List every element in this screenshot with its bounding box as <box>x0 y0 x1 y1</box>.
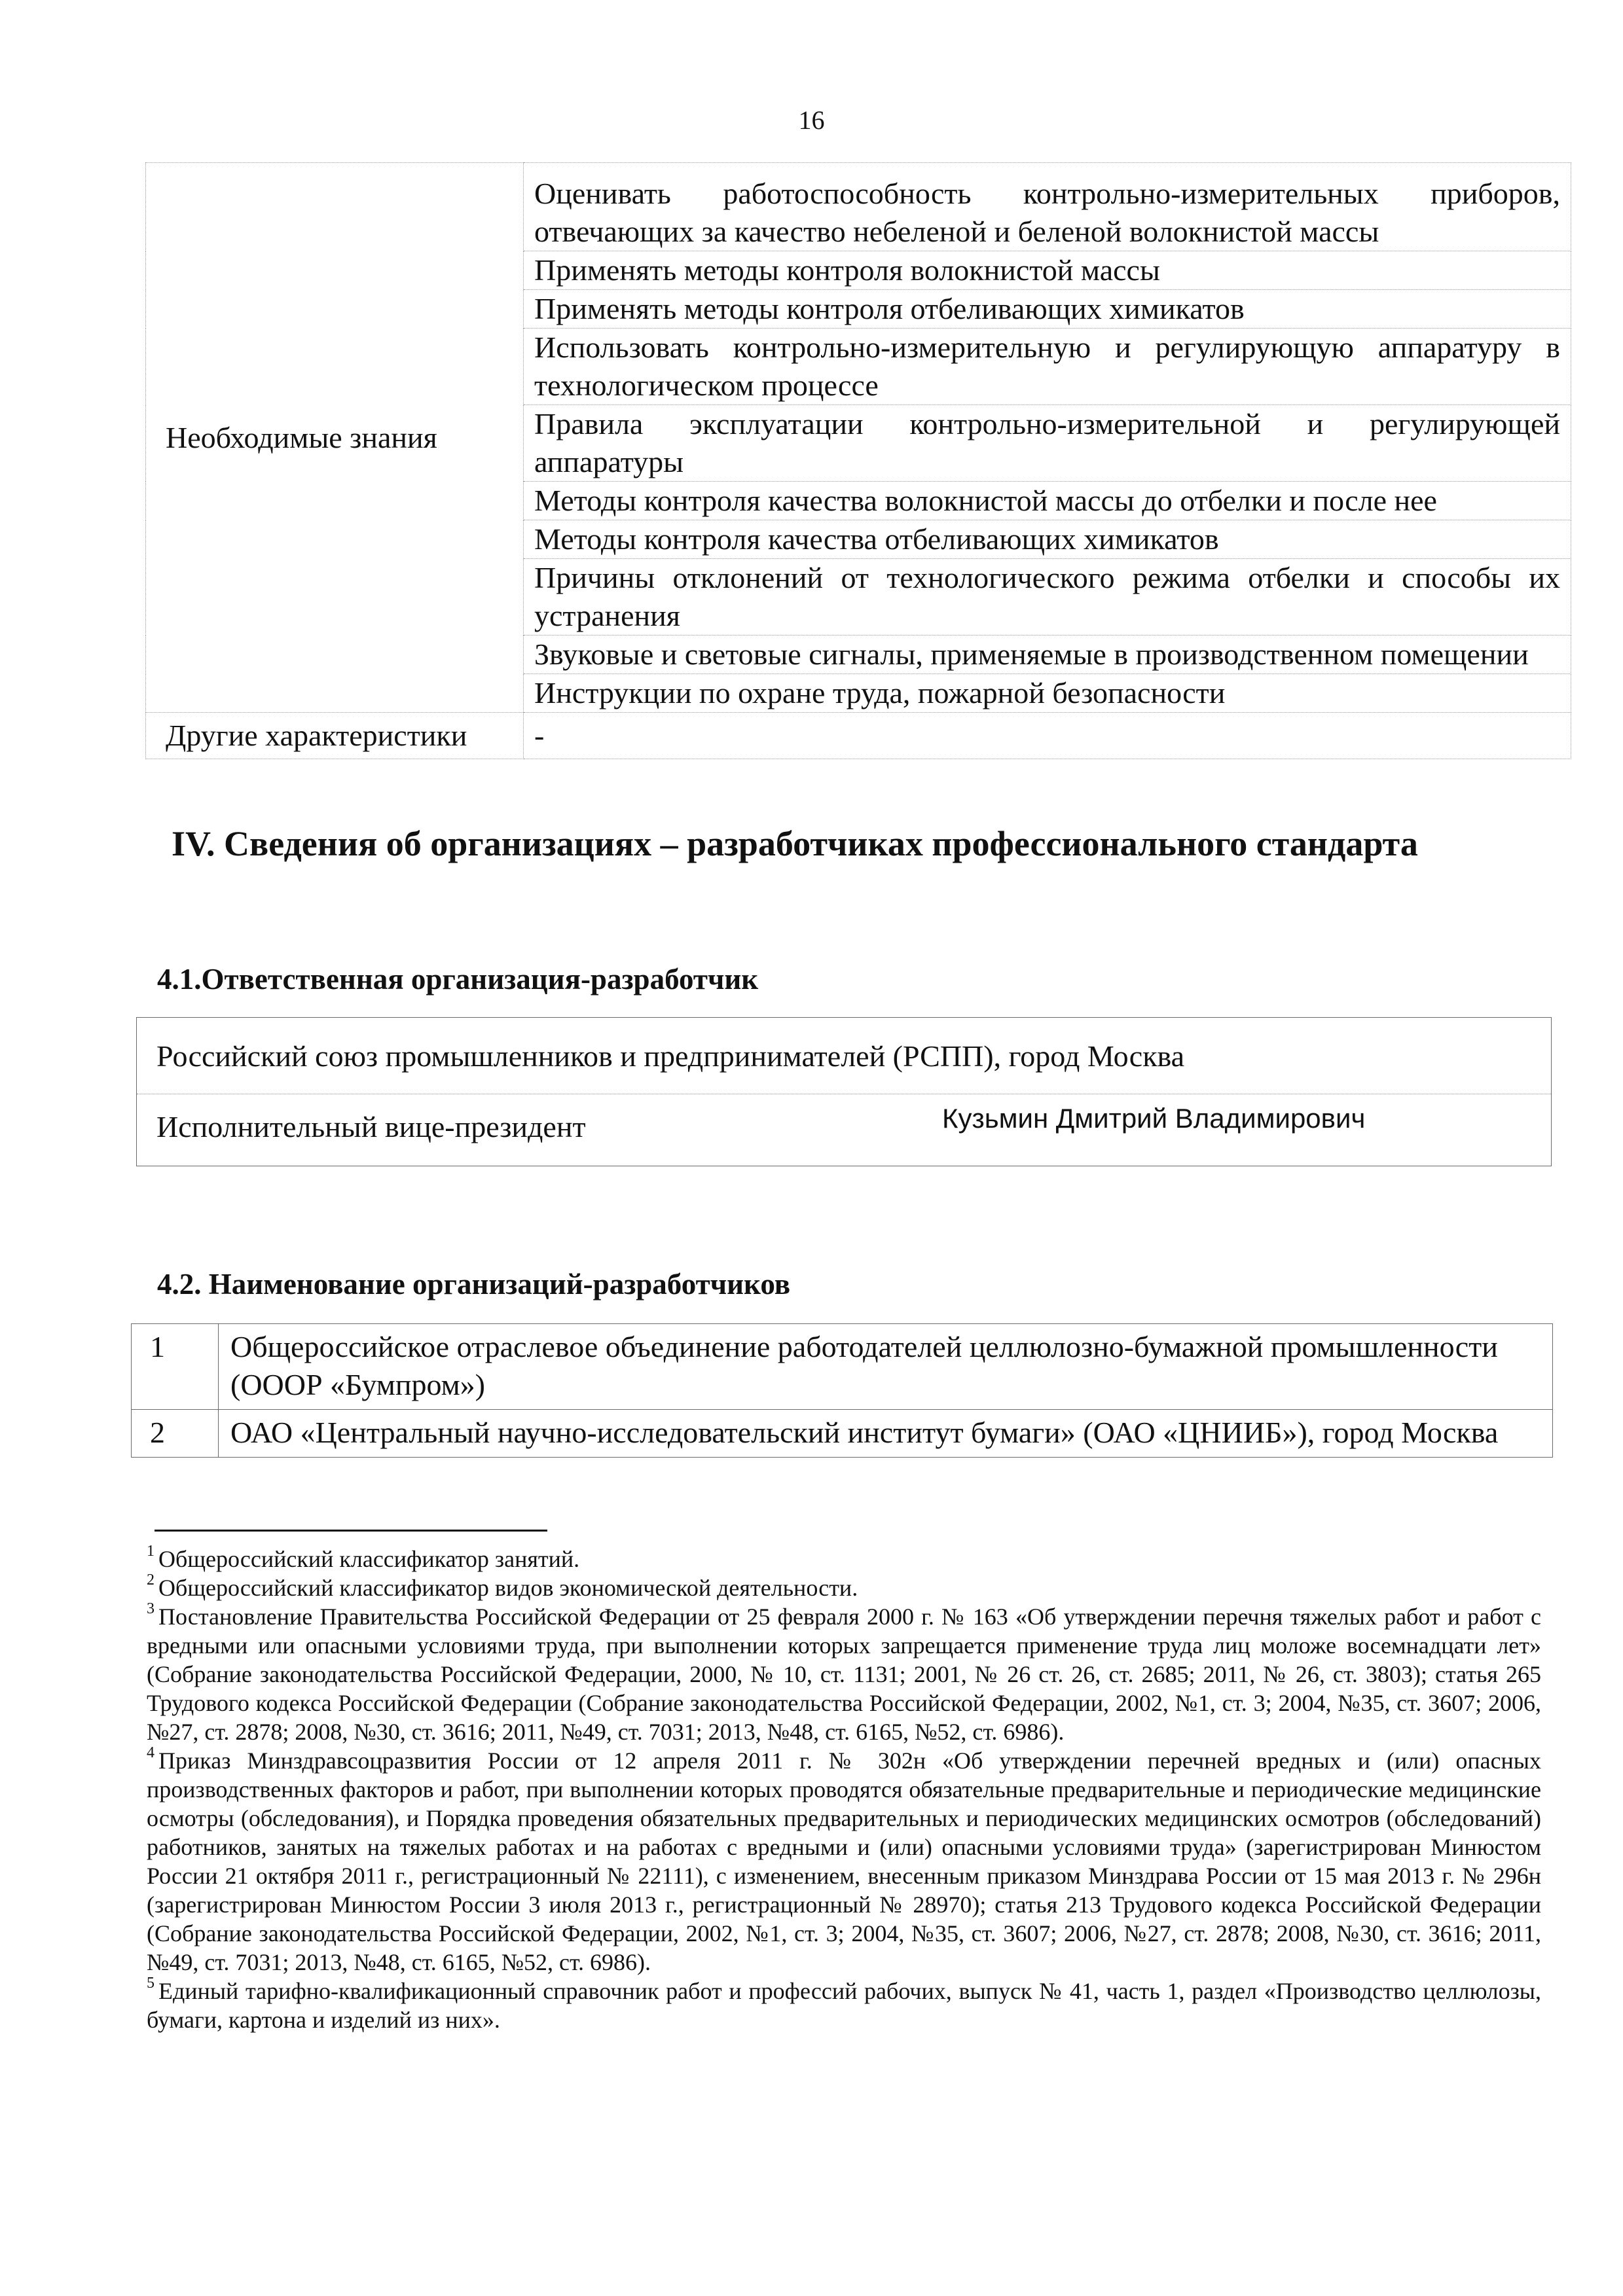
knowledge-label: Необходимые знания <box>146 163 524 713</box>
footnote <box>147 1977 1541 2034</box>
developer-number: 1 <box>132 1324 219 1410</box>
footnote <box>147 1746 1541 1977</box>
knowledge-item: Методы контроля качества отбеливающих химикатов <box>524 520 1571 559</box>
table-row <box>132 1324 1553 1410</box>
knowledge-item: Применять методы контроля волокнистой массы <box>524 251 1571 290</box>
knowledge-table <box>145 162 1571 759</box>
footnote-text: Общероссийский классификатор занятий. <box>158 1546 580 1572</box>
position-title: Исполнительный вице-президент <box>156 1110 586 1143</box>
developer-name: Общероссийское отраслевое объединение работодателей целлюлозно-бумажной промышленности (ОООР «Бумпром») <box>219 1324 1553 1410</box>
footnote-mark: 5 <box>147 1975 155 1992</box>
developers-heading: 4.2. Наименование организаций-разработчиков <box>157 1268 791 1300</box>
footnote <box>147 1602 1541 1746</box>
table-row <box>146 713 1571 759</box>
other-characteristics-value: - <box>524 713 1571 759</box>
footnote-text: Единый тарифно-квалификационный справочник работ и профессий рабочих, выпуск № 41, часть 1, раздел «Производство целлюлозы, бумаги, картона и изделий из них». <box>147 1978 1541 2033</box>
footnote-text: Общероссийский классификатор видов экономической деятельности. <box>158 1575 858 1601</box>
developer-name: ОАО «Центральный научно-исследовательский институт бумаги» (ОАО «ЦНИИБ»), город Москва <box>219 1410 1553 1458</box>
footnotes <box>147 1545 1541 2034</box>
knowledge-item: Причины отклонений от технологического режима отбелки и способы их устранения <box>524 559 1571 636</box>
responsible-org-box <box>136 1017 1552 1166</box>
section-heading: IV. Сведения об организациях – разработчиках профессионального стандарта <box>172 824 1418 863</box>
knowledge-item: Правила эксплуатации контрольно-измерительной и регулирующей аппаратуры <box>524 405 1571 482</box>
responsible-org-heading: 4.1.Ответственная организация-разработчик <box>157 963 759 996</box>
footnote-mark: 3 <box>147 1600 155 1617</box>
table-row <box>132 1410 1553 1458</box>
developers-table <box>131 1323 1553 1458</box>
knowledge-item: Звуковые и световые сигналы, применяемые в производственном помещении <box>524 636 1571 674</box>
footnote-separator <box>155 1530 547 1532</box>
footnote-mark: 1 <box>147 1543 155 1560</box>
footnote-text: Постановление Правительства Российской Федерации от 25 февраля 2000 г. № 163 «Об утверждении перечня тяжелых работ и работ с вредными или опасными условиями труда, при выполнении которых запрещается применение труда лиц моложе восемнадцати лет» (Собрание законодательства Российской Федерации, 2000, № 10, ст. 1131; 2001, № 26 ст. 26, ст. 2685; 2011, № 26, ст. 3803); статья 265 Трудового кодекса Российской Федерации (Собрание законодательства Российской Федерации, 2002, №1, ст. 3; 2004, №35, ст. 3607; 2006, №27, ст. 2878; 2008, №30, ст. 3616; 2011, №49, ст. 7031; 2013, №48, ст. 6165, №52, ст. 6986). <box>147 1604 1541 1745</box>
developer-number: 2 <box>132 1410 219 1458</box>
person-name: Кузьмин Дмитрий Владимирович <box>942 1103 1366 1134</box>
knowledge-item: Применять методы контроля отбеливающих химикатов <box>524 290 1571 329</box>
page-number: 16 <box>798 105 825 135</box>
footnote-mark: 2 <box>147 1571 155 1588</box>
knowledge-item: Методы контроля качества волокнистой массы до отбелки и после нее <box>524 482 1571 520</box>
footnote <box>147 1545 1541 1573</box>
other-characteristics-label: Другие характеристики <box>146 713 524 759</box>
knowledge-item: Использовать контрольно-измерительную и регулирующую аппаратуру в технологическом процессе <box>524 329 1571 405</box>
knowledge-item: Инструкции по охране труда, пожарной безопасности <box>524 674 1571 713</box>
responsible-org-name: Российский союз промышленников и предпринимателей (РСПП), город Москва <box>156 1039 1185 1073</box>
footnote-text: Приказ Минздравсоцразвития России от 12 апреля 2011 г. № 302н «Об утверждении перечней вредных и (или) опасных производственных факторов и работ, при выполнении которых проводятся обязательные предварительные и периодические медицинские осмотры (обследования), и Порядка проведения обязательных предварительных и периодических медицинских осмотров (обследований) работников, занятых на тяжелых работах и на работах с вредными и (или) опасными условиями труда» (зарегистрирован Минюстом России 21 октября 2011 г., регистрационный № 22111), с изменением, внесенным приказом Минздрава России от 15 мая 2013 г. № 296н (зарегистрирован Минюстом России 3 июля 2013 г., регистрационный № 28970); статья 213 Трудового кодекса Российской Федерации (Собрание законодательства Российской Федерации, 2002, №1, ст. 3; 2004, №35, ст. 3607; 2006, №27, ст. 2878; 2008, №30, ст. 3616; 2011, №49, ст. 7031; 2013, №48, ст. 6165, №52, ст. 6986). <box>147 1748 1541 1975</box>
knowledge-item: Оценивать работоспособность контрольно-измерительных приборов, отвечающих за качество небеленой и беленой волокнистой массы <box>524 163 1571 251</box>
footnote-mark: 4 <box>147 1744 155 1761</box>
footnote <box>147 1573 1541 1602</box>
table-row <box>146 163 1571 251</box>
